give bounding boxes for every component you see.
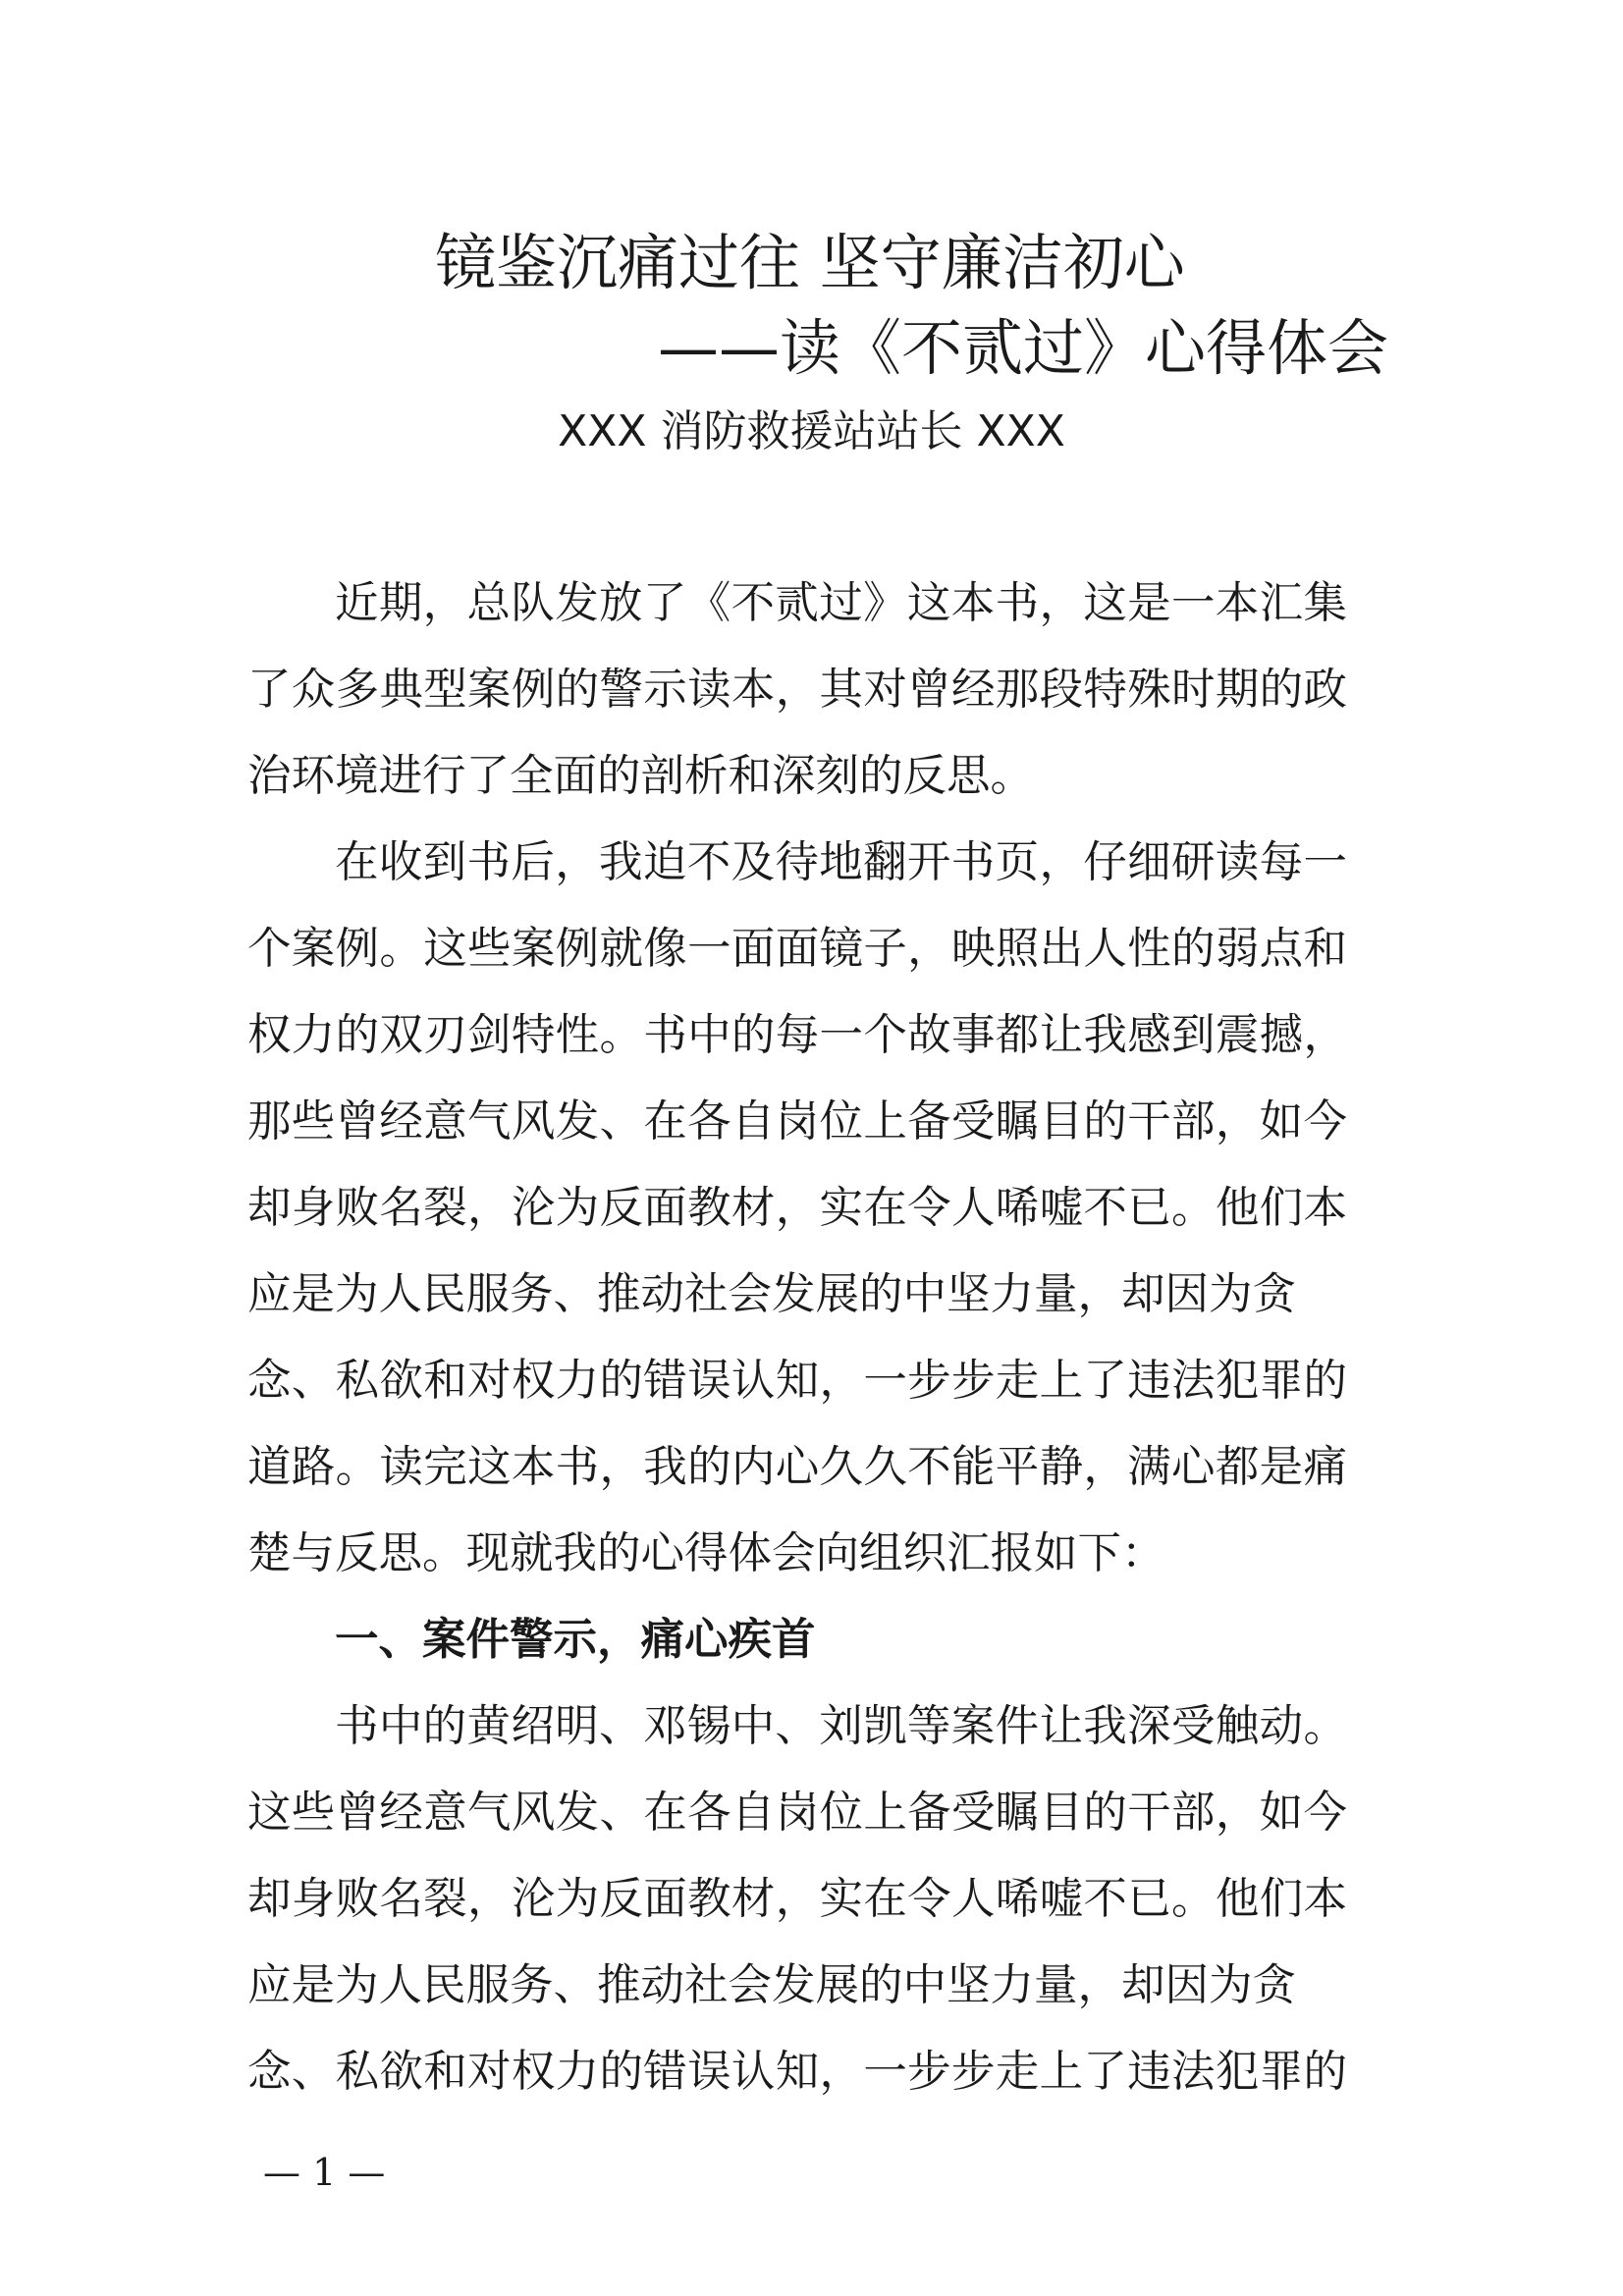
- paragraph-line: 念、私欲和对权力的错误认知，一步步走上了违法犯罪的: [247, 2047, 1347, 2097]
- paragraph-line: 却身败名裂，沦为反面教材，实在令人唏嘘不已。他们本: [247, 1874, 1347, 1924]
- document-author: XXX 消防救援站站长 XXX: [558, 406, 1065, 456]
- paragraph-line: 这些曾经意气风发、在各自岗位上备受瞩目的干部，如今: [247, 1788, 1347, 1838]
- paragraph-line: 道路。读完这本书，我的内心久久不能平静，满心都是痛: [247, 1442, 1347, 1492]
- paragraph-line: 了众多典型案例的警示读本，其对曾经那段特殊时期的政: [247, 665, 1347, 715]
- paragraph-line: 应是为人民服务、推动社会发展的中坚力量，却因为贪: [247, 1960, 1297, 2010]
- document-title: 镜鉴沉痛过往 坚守廉洁初心: [435, 227, 1185, 298]
- paragraph-line: 书中的黄绍明、邓锡中、刘凯等案件让我深受触动。: [335, 1701, 1347, 1751]
- paragraph-line: 念、私欲和对权力的错误认知，一步步走上了违法犯罪的: [247, 1356, 1347, 1406]
- paragraph-line: 个案例。这些案例就像一面面镜子，映照出人性的弱点和: [247, 924, 1347, 974]
- paragraph-line: 却身败名裂，沦为反面教材，实在令人唏嘘不已。他们本: [247, 1183, 1347, 1233]
- paragraph-line: 近期，总队发放了《不贰过》这本书，这是一本汇集: [335, 578, 1347, 628]
- paragraph-line: 楚与反思。现就我的心得体会向组织汇报如下：: [247, 1528, 1165, 1578]
- paragraph-line: 应是为人民服务、推动社会发展的中坚力量，却因为贪: [247, 1269, 1297, 1319]
- paragraph-line: 那些曾经意气风发、在各自岗位上备受瞩目的干部，如今: [247, 1096, 1347, 1147]
- paragraph-line: 治环境进行了全面的剖析和深刻的反思。: [247, 751, 1035, 801]
- paragraph-line: 权力的双刃剑特性。书中的每一个故事都让我感到震撼，: [247, 1010, 1347, 1060]
- page-number: — 1 —: [263, 2151, 386, 2194]
- document-subtitle: ——读《不贰过》心得体会: [658, 312, 1389, 384]
- paragraph-line: 在收到书后，我迫不及待地翻开书页，仔细研读每一: [335, 837, 1347, 887]
- section-heading: 一、案件警示，痛心疾首: [335, 1615, 816, 1665]
